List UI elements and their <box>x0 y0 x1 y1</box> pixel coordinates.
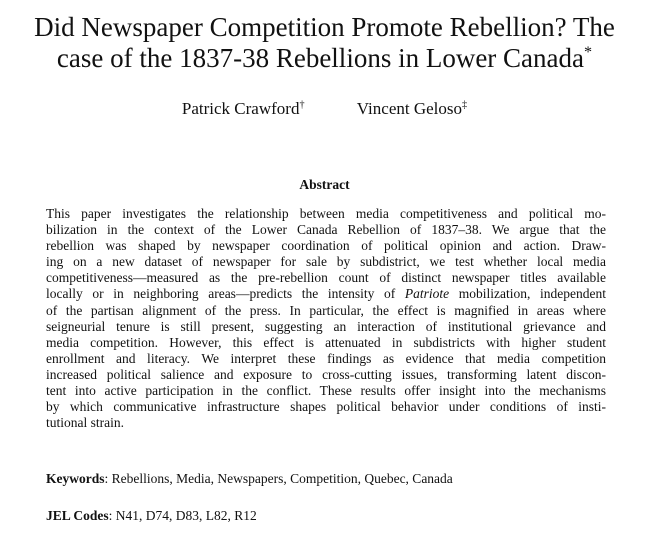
abstract-line: bilization in the context of the Lower Canada Rebellion of 1837–38. We argue that the <box>46 222 606 238</box>
abstract-line-part: mobilization, independent <box>449 286 606 302</box>
title-line-1: Did Newspaper Competition Promote Rebellion? The <box>34 12 615 42</box>
keywords-label: Keywords <box>46 471 105 486</box>
jel-codes-label: JEL Codes <box>46 508 109 523</box>
abstract-line: This paper investigates the relationship between media competitiveness and political mo- <box>46 206 606 221</box>
abstract-line: competitiveness—measured as the pre-rebellion count of distinct newspaper titles available <box>46 270 606 286</box>
title-footnote-mark: * <box>584 43 593 61</box>
abstract-line: tutional strain. <box>46 415 124 431</box>
jel-codes-line <box>46 508 257 524</box>
abstract-line: increased political salience and exposure to cross-cutting issues, transforming latent discon- <box>46 366 606 382</box>
abstract-line: media competition. However, this effect is attenuated in subdistricts with higher student <box>46 334 606 350</box>
keywords-text: : Rebellions, Media, Newspapers, Competition, Quebec, Canada <box>104 471 453 486</box>
abstract-line: enrollment and literacy. We interpret these findings as evidence that media competition <box>46 350 606 366</box>
patriote-term: Patriote <box>404 286 450 302</box>
abstract-line: rebellion was shaped by newspaper coordination of political opinion and action. Draw- <box>46 238 606 254</box>
author-footnote-mark: ‡ <box>462 99 468 111</box>
abstract-body <box>46 206 606 431</box>
abstract-line: of the partisan alignment of the press. In particular, the effect is magnified in areas where <box>46 302 606 318</box>
keywords-line <box>46 471 453 487</box>
abstract-line: seigneurial tenure is still present, suggesting an interaction of institutional grievance and <box>46 318 606 334</box>
abstract-line <box>46 286 606 302</box>
abstract-line: ing on a new dataset of newspaper for sale by subdistrict, we test whether local media <box>46 254 606 270</box>
paper-title <box>0 12 649 74</box>
title-line-2 <box>0 43 649 74</box>
author-footnote-mark: † <box>299 99 305 111</box>
abstract-line: tent into active participation in the conflict. These results offer insight into the mechanisms <box>46 383 606 399</box>
abstract-line: by which communicative infrastructure shapes political behavior under conditions of insti- <box>46 399 606 415</box>
author-name: Patrick Crawford <box>181 99 300 118</box>
title-line-2-text: case of the 1837-38 Rebellions in Lower Canada <box>56 43 584 73</box>
abstract-heading: Abstract <box>299 177 350 192</box>
author-name: Vincent Geloso <box>356 99 463 118</box>
author-list <box>0 99 649 119</box>
abstract-line-part: locally or in neighboring areas—predicts the intensity of <box>46 286 405 302</box>
author-1 <box>182 99 305 119</box>
jel-codes-text: : N41, D74, D83, L82, R12 <box>108 508 257 523</box>
author-2 <box>357 99 467 119</box>
